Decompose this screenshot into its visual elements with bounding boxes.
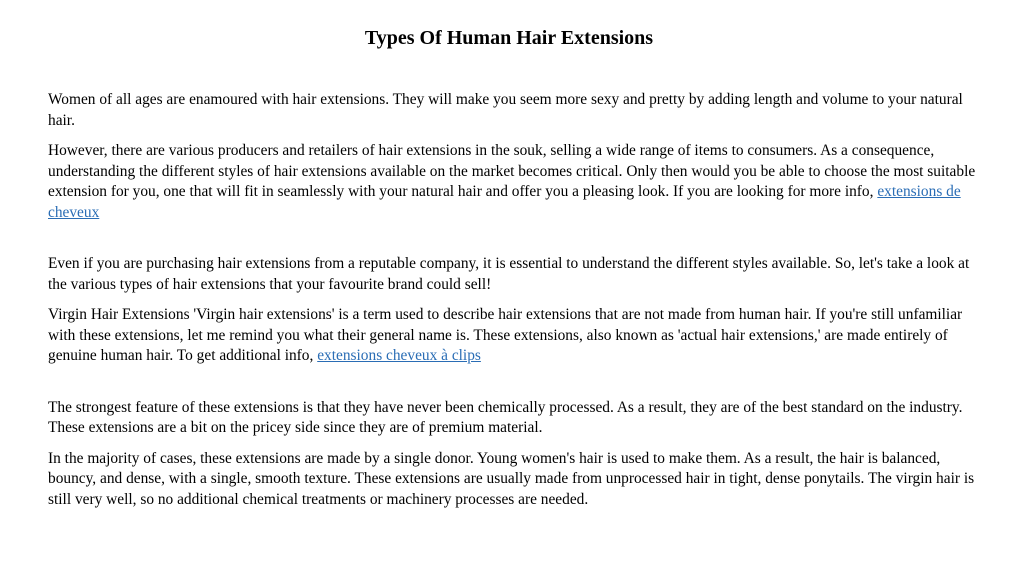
page-title: Types Of Human Hair Extensions — [364, 27, 654, 49]
paragraph-text: The strongest feature of these extensions is that they have never been chemically processed. As a result, they are of the best standard on the industry. These extensions are a bit on the pricey side since they are of premium material. — [48, 398, 963, 436]
paragraph-strongest-feature — [48, 398, 978, 439]
paragraph-virgin-hair — [48, 305, 978, 367]
paragraph-intro — [48, 90, 978, 131]
paragraph-reputable-company — [48, 254, 978, 295]
link-extensions-cheveux-a-clips[interactable]: extensions cheveux à clips — [317, 347, 481, 364]
article-body — [48, 90, 978, 520]
paragraph-text: However, there are various producers and retailers of hair extensions in the souk, selling a wide range of items to consumers. As a consequence, understanding the different styles of hair extensions available on the market becomes critical. Only then would you be able to choose the most suitable extension for you, one that will fit in seamlessly with your natural hair and offer you a pleasing look. If you are looking for more info, — [48, 142, 976, 200]
paragraph-text: Virgin Hair Extensions 'Virgin hair extensions' is a term used to describe hair extensions that are not made from human hair. If you're still unfamiliar with these extensions, let me remind you what their general name is. These extensions, also known as 'actual hair extensions,' are made entirely of genuine human hair. To get additional info, — [48, 306, 963, 364]
paragraph-text: Even if you are purchasing hair extensions from a reputable company, it is essential to understand the different styles available. So, let's take a look at the various types of hair extensions that your favourite brand could sell! — [48, 255, 970, 293]
paragraph-single-donor — [48, 449, 978, 511]
paragraph-producers — [48, 141, 978, 223]
paragraph-text: In the majority of cases, these extensions are made by a single donor. Young women's hair is used to make them. As a result, the hair is balanced, bouncy, and dense, with a single, smooth texture. These extensions are usually made from unprocessed hair in tight, dense ponytails. The virgin hair is still very well, so no additional chemical treatments or machinery processes are needed. — [48, 449, 975, 508]
link-extensions-de-cheveux[interactable]: extensions de cheveux — [48, 183, 961, 221]
paragraph-text: Women of all ages are enamoured with hair extensions. They will make you seem more sexy and pretty by adding length and volume to your natural hair. — [48, 91, 963, 129]
